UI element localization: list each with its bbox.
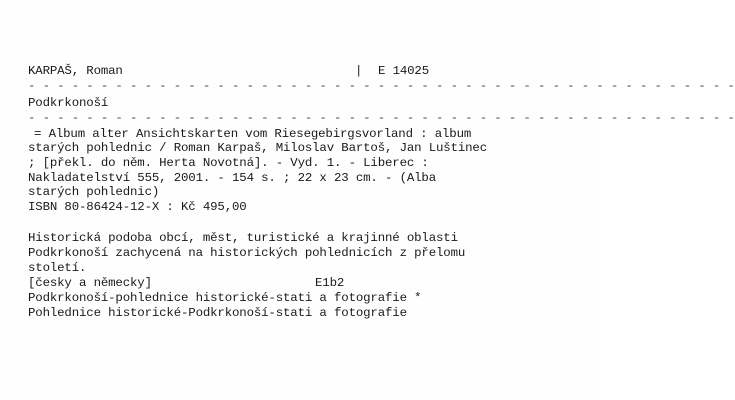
abstract-line: století. bbox=[28, 261, 87, 275]
call-number: E 14025 bbox=[378, 64, 429, 78]
description-line: starých pohlednic) bbox=[28, 185, 160, 199]
author-name: KARPAŠ, Roman bbox=[28, 64, 123, 78]
description-line: Nakladatelství 555, 2001. - 154 s. ; 22 x 23 cm. - (Alba bbox=[28, 171, 436, 185]
divider-rule-top: - - - - - - - - - - - - - - - - - - - - - - - - - - - - - - - - - - - - - - - - - - - - - - - - - bbox=[28, 79, 735, 93]
description-line: ; [překl. do něm. Herta Novotná]. - Vyd. 1. - Liberec : bbox=[28, 156, 429, 170]
column-separator: | bbox=[355, 64, 363, 78]
subject-heading: Pohlednice historické-Podkrkonoší-stati a fotografie bbox=[28, 306, 407, 320]
classification-code: E1b2 bbox=[315, 276, 345, 290]
description-line: starých pohlednic / Roman Karpaš, Miloslav Bartoš, Jan Luštinec bbox=[28, 141, 487, 155]
isbn-line: ISBN 80-86424-12-X : Kč 495,00 bbox=[28, 200, 247, 214]
divider-rule-middle: - - - - - - - - - - - - - - - - - - - - - - - - - - - - - - - - - - - - - - - - - - - - - - - - - bbox=[28, 111, 735, 125]
description-line: = Album alter Ansichtskarten vom Riesegebirgsvorland : album bbox=[34, 127, 472, 141]
abstract-line: Podkrkonoší zachycená na historických pohlednicích z přelomu bbox=[28, 246, 466, 260]
language-note: [česky a německy] bbox=[28, 276, 152, 290]
subject-heading: Podkrkonoší-pohlednice historické-stati a fotografie * bbox=[28, 291, 422, 305]
abstract-line: Historická podoba obcí, měst, turistické a krajinné oblasti bbox=[28, 231, 458, 245]
heading: Podkrkonoší bbox=[28, 96, 109, 110]
